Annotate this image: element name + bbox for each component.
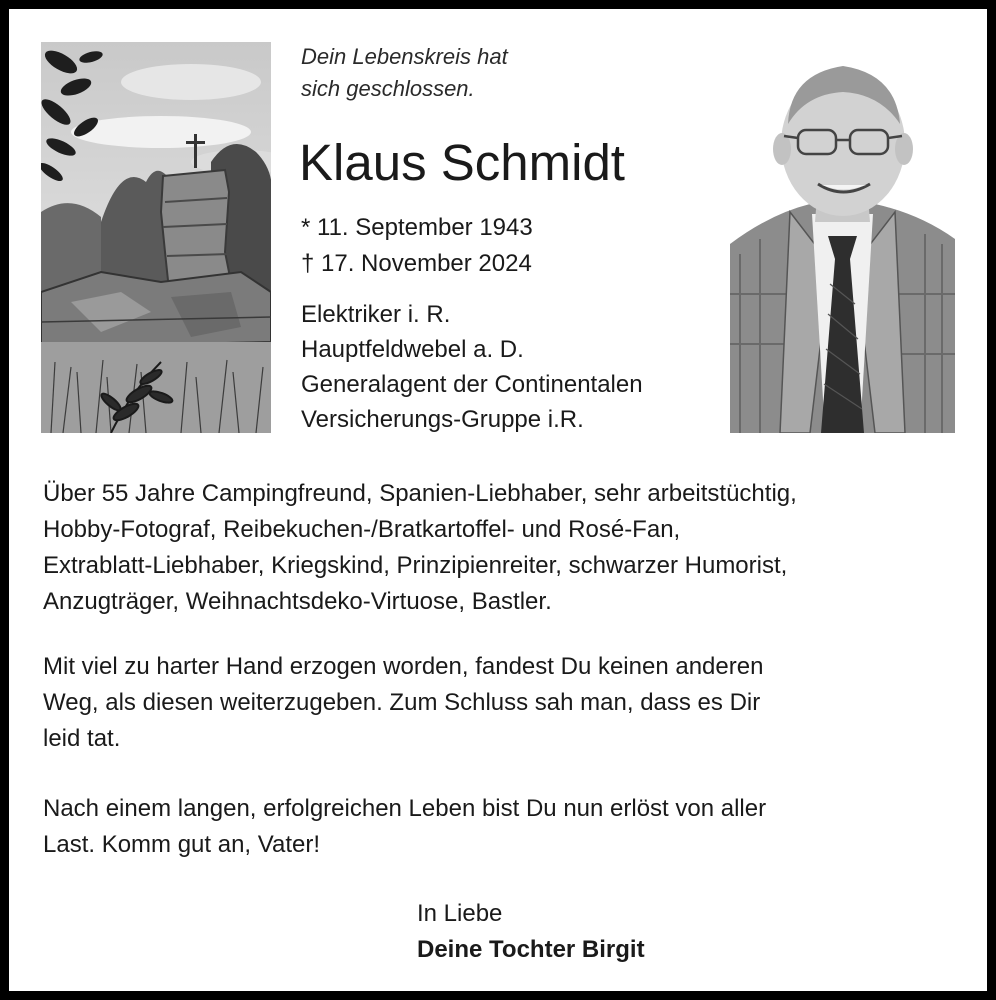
deceased-name: Klaus Schmidt [299,134,625,191]
text-line: Weg, als diesen weiterzugeben. Zum Schluss sah man, dass es Dir [43,689,761,716]
portrait-photo [730,54,955,433]
paragraph-farewell [43,791,766,863]
text-line: Anzugträger, Weihnachtsdeko-Virtuose, Bastler. [43,588,552,615]
text-line: leid tat. [43,725,121,752]
text-line: Über 55 Jahre Campingfreund, Spanien-Liebhaber, sehr arbeitstüchtig, [43,480,797,507]
occupation-item: Elektriker i. R. [301,301,451,328]
quote-line: Dein Lebenskreis hat [301,44,508,69]
quote-line: sich geschlossen. [301,76,475,101]
occupation-list [301,297,643,437]
text-line: Nach einem langen, erfolgreichen Leben bist Du nun erlöst von aller [43,795,767,822]
life-dates [301,210,533,282]
death-date: † 17. November 2024 [301,250,532,277]
occupation-item: Versicherungs-Gruppe i.R. [301,406,584,433]
text-line: Mit viel zu harter Hand erzogen worden, fandest Du keinen anderen [43,653,764,680]
paragraph-upbringing [43,649,763,757]
closing-block [417,896,645,968]
occupation-item: Generalagent der Continentalen [301,371,643,398]
closing-phrase: In Liebe [417,900,503,927]
birth-date: * 11. September 1943 [301,214,533,241]
opening-quote [301,41,508,105]
occupation-item: Hauptfeldwebel a. D. [301,336,524,363]
text-line: Extrablatt-Liebhaber, Kriegskind, Prinzipienreiter, schwarzer Humorist, [43,552,788,579]
paragraph-characteristics [43,476,797,620]
text-line: Last. Komm gut an, Vater! [43,831,321,858]
text-line: Hobby-Fotograf, Reibekuchen-/Bratkartoffel- und Rosé-Fan, [43,516,681,543]
signature: Deine Tochter Birgit [417,936,645,963]
landscape-photo [41,42,271,433]
